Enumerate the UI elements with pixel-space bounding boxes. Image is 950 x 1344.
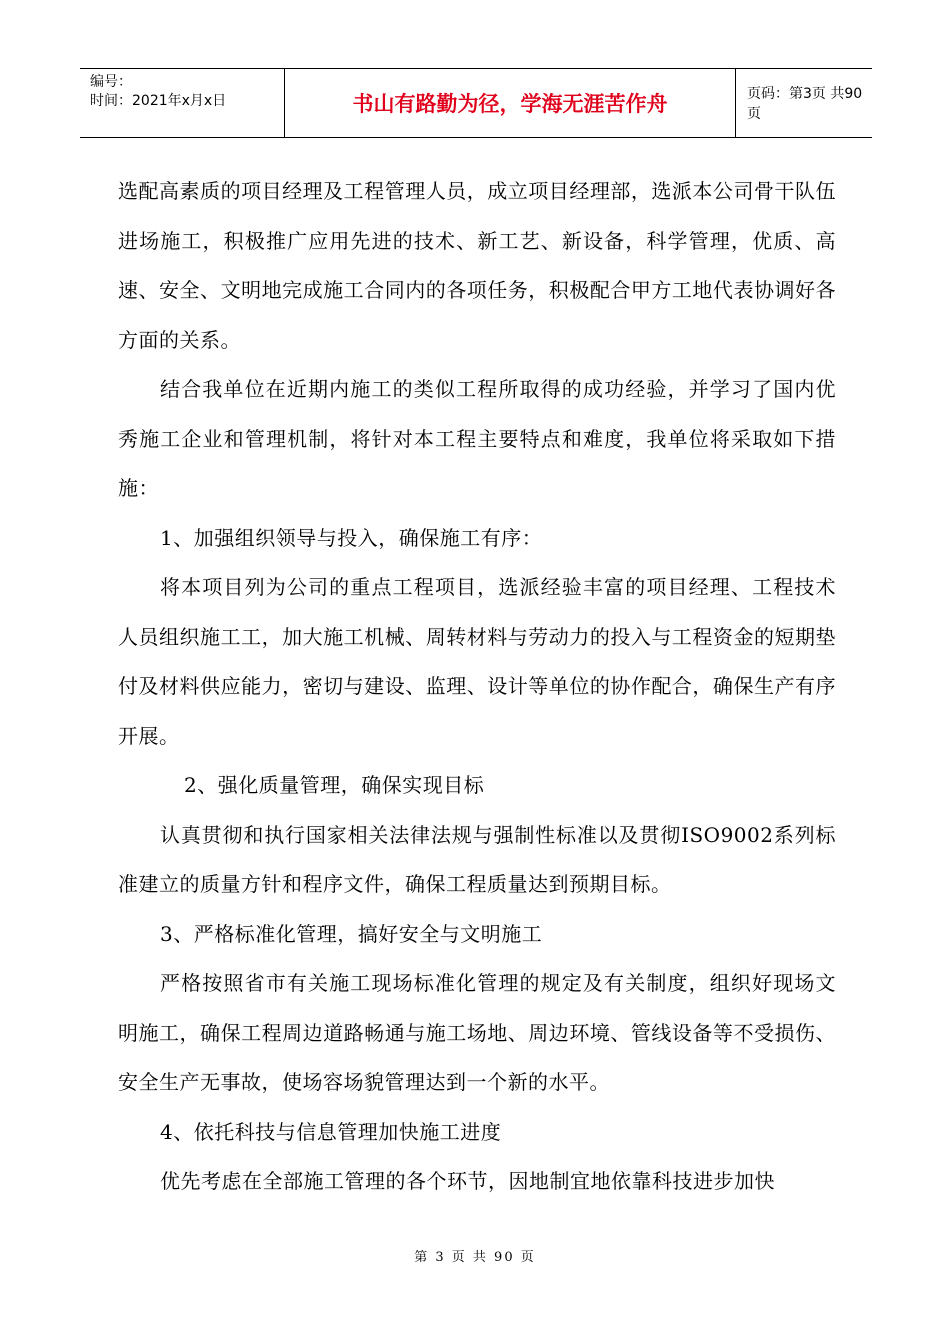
document-number-label: 编号： [90,74,132,90]
body-paragraph: 结合我单位在近期内施工的类似工程所取得的成功经验，并学习了国内优秀施工企业和管理机制，将针对本工程主要特点和难度，我单位将采取如下措施： [118,377,836,500]
section-heading: 2、强化质量管理，确保实现目标 [184,773,485,797]
page-footer: 第 3 页 共 90 页 [414,1250,536,1265]
header-motto: 书山有路勤为径，学海无涯苦作舟 [285,69,736,137]
section-heading: 1、加强组织领导与投入，确保施工有序： [160,525,543,550]
section-heading: 3、严格标准化管理，搞好安全与文明施工 [160,921,543,946]
page-header [80,68,872,138]
body-paragraph: 认真贯彻和执行国家相关法律法规与强制性标准以及贯彻ISO9002系列标准建立的质量方针和程序文件，确保工程质量达到预期目标。 [118,822,836,896]
document-time-label: 时间：2021年x月x日 [90,93,227,109]
body-paragraph: 选配高素质的项目经理及工程管理人员，成立项目经理部，选派本公司骨干队伍进场施工，积极推广应用先进的技术、新工艺、新设备，科学管理，优质、高速、安全、文明地完成施工合同内的各项任务，积极配合甲方工地代表协调好各方面的关系。 [118,179,836,352]
body-paragraph: 优先考虑在全部施工管理的各个环节，因地制宜地依靠科技进步加快 [160,1169,775,1193]
body-paragraph: 将本项目列为公司的重点工程项目，选派经验丰富的项目经理、工程技术人员组织施工工，加大施工机械、周转材料与劳动力的投入与工程资金的短期垫付及材料供应能力，密切与建设、监理、设计等单位的协作配合，确保生产有序开展。 [118,575,836,748]
document-body [118,167,836,1207]
header-page-number: 页码：第3页 共90页 [747,86,863,122]
header-meta-cell [80,69,285,137]
section-heading: 4、依托科技与信息管理加快施工进度 [160,1119,502,1144]
body-paragraph: 严格按照省市有关施工现场标准化管理的规定及有关制度，组织好现场文明施工，确保工程周边道路畅通与施工场地、周边环境、管线设备等不受损伤、安全生产无事故，使场容场貌管理达到一个新的水平。 [118,971,836,1094]
